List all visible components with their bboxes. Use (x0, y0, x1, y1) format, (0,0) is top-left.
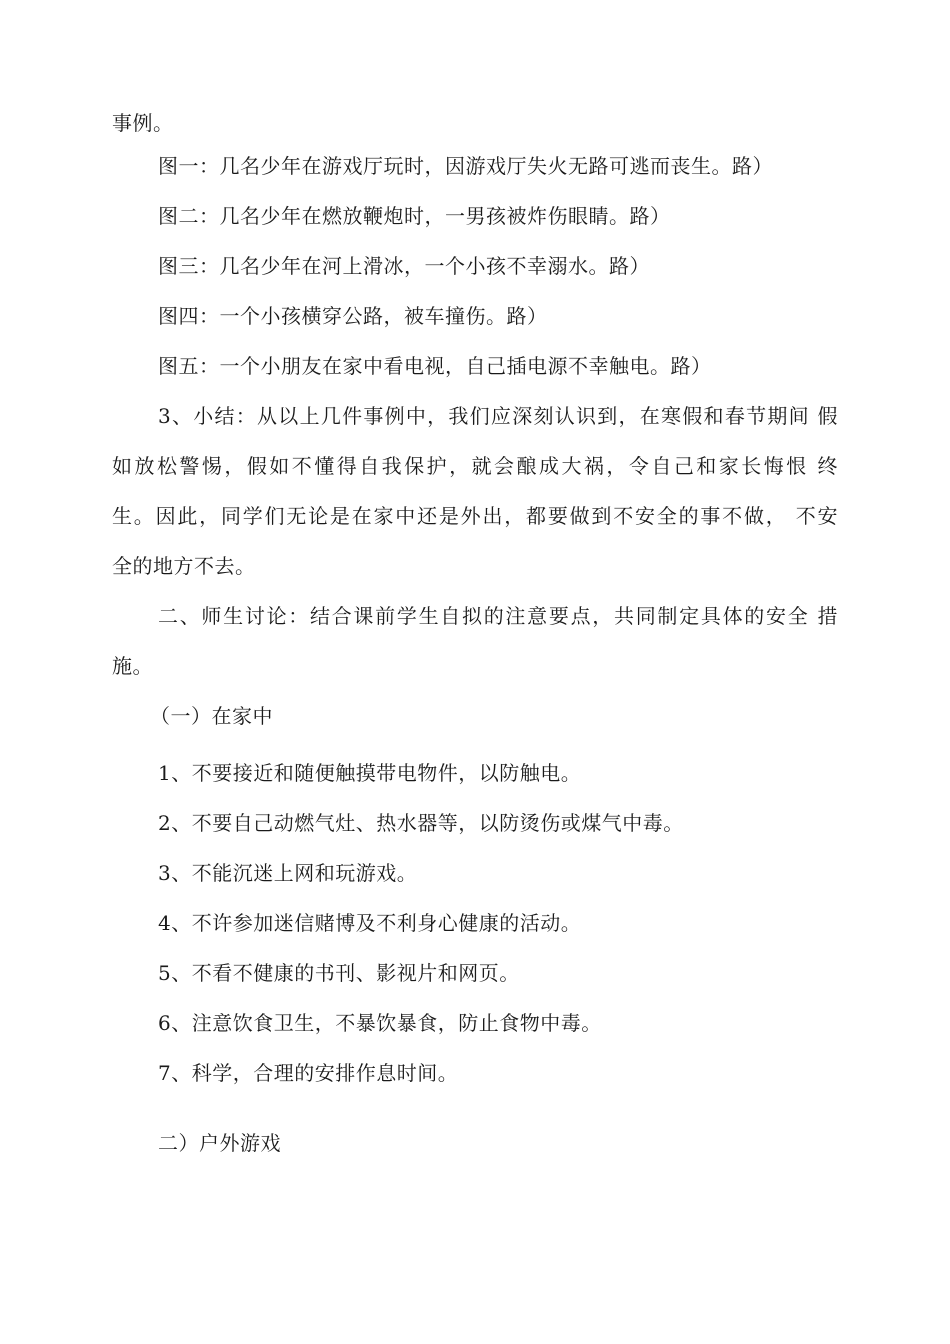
summary-line-1: 3、小结：从以上几件事例中，我们应深刻认识到，在寒假和春节期间 假 (158, 404, 838, 428)
section-heading-outdoor-games: 二）户外游戏 (158, 1131, 281, 1155)
list-item-1: 1、不要接近和随便触摸带电物件，以防触电。 (158, 761, 582, 785)
discussion-line-1: 二、师生讨论：结合课前学生自拟的注意要点，共同制定具体的安全 措 (158, 604, 838, 628)
list-item-5: 5、不看不健康的书刊、影视片和网页。 (158, 961, 520, 985)
summary-line-3: 生。因此，同学们无论是在家中还是外出，都要做到不安全的事不做， 不安 (112, 504, 838, 528)
list-item-4: 4、不许参加迷信赌博及不利身心健康的活动。 (158, 911, 582, 935)
figure-4-caption: 图四：一个小孩横穿公路，被车撞伤。路） (158, 304, 548, 328)
list-item-6: 6、注意饮食卫生，不暴饮暴食，防止食物中毒。 (158, 1011, 602, 1035)
list-item-7: 7、科学，合理的安排作息时间。 (158, 1061, 459, 1085)
section-heading-at-home: （一）在家中 (150, 704, 273, 728)
figure-3-caption: 图三：几名少年在河上滑冰，一个小孩不幸溺水。路） (158, 254, 650, 278)
summary-line-4: 全的地方不去。 (112, 554, 256, 578)
discussion-line-2: 施。 (112, 654, 153, 678)
summary-line-2: 如放松警惕，假如不懂得自我保护，就会酿成大祸，令自己和家长悔恨 终 (112, 454, 838, 478)
figure-2-caption: 图二：几名少年在燃放鞭炮时，一男孩被炸伤眼睛。路） (158, 204, 671, 228)
figure-5-caption: 图五：一个小朋友在家中看电视，自己插电源不幸触电。路） (158, 354, 712, 378)
list-item-2: 2、不要自己动燃气灶、热水器等，以防烫伤或煤气中毒。 (158, 811, 684, 835)
list-item-3: 3、不能沉迷上网和玩游戏。 (158, 861, 418, 885)
paragraph-line-examples-end: 事例。 (112, 111, 174, 135)
figure-1-caption: 图一：几名少年在游戏厅玩时，因游戏厅失火无路可逃而丧生。路） (158, 154, 773, 178)
